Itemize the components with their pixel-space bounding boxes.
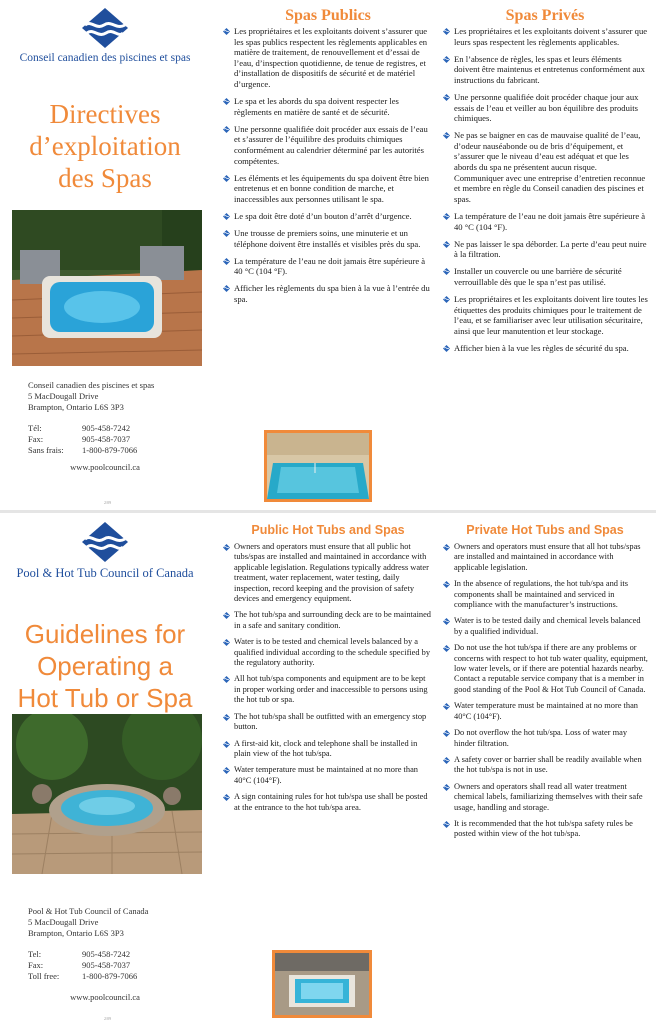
bullet-text: Les propriétaires et les exploitants doivent s’assurer que leurs spas respectent les règlements applicables. xyxy=(454,26,648,47)
print-code: 2/09 xyxy=(104,500,112,505)
bullet-text: Les éléments et les équipements du spa doivent être bien entretenus et en bonne condition de marche, et inaccessibles aux personnes utilisant le spa. xyxy=(234,172,429,204)
bullet-item xyxy=(222,228,434,249)
diamond-bullet-icon xyxy=(443,345,450,352)
diamond-bullet-icon xyxy=(223,98,230,105)
contact-city: Brampton, Ontario L6S 3P3 xyxy=(28,928,124,938)
bullet-item xyxy=(442,266,648,287)
public-spas-column xyxy=(222,0,434,311)
pool-council-logo-icon xyxy=(82,8,128,48)
diamond-bullet-icon xyxy=(223,258,230,265)
column-heading: Spas Publics xyxy=(285,7,371,24)
title-line: Operating a xyxy=(37,651,173,681)
private-spas-column xyxy=(442,0,648,360)
fax-number: 905-458-7037 xyxy=(82,434,131,444)
fax-row: Fax: 905-458-7037 xyxy=(28,434,131,444)
bullet-text: The hot tub/spa and surrounding deck are to be maintained in a safe and sanitary condition. xyxy=(234,610,431,630)
diamond-bullet-icon xyxy=(223,28,230,35)
toll-free-row: Sans frais: 1-800-879-7066 xyxy=(28,445,138,455)
diamond-bullet-icon xyxy=(443,821,450,828)
bullet-text: Le spa doit être doté d’un bouton d’arrêt d’urgence. xyxy=(234,210,412,221)
bullet-text: Water is to be tested and chemical levels balanced by a qualified individual according to the schedule specified by the regulatory authority. xyxy=(234,637,431,668)
organization-name: Pool & Hot Tub Council of Canada xyxy=(16,566,194,580)
column-heading: Spas Privés xyxy=(505,7,585,24)
contact-street: 5 MacDougall Drive xyxy=(28,391,99,401)
bullet-list xyxy=(222,26,434,305)
column-heading: Public Hot Tubs and Spas xyxy=(251,523,405,537)
column-heading: Private Hot Tubs and Spas xyxy=(466,523,624,537)
bullet-item xyxy=(442,755,648,776)
diamond-bullet-icon xyxy=(223,285,230,292)
bullet-text: Les propriétaires et les exploitants doivent s’assurer que les spas publics respectent les règlements applicables en matière de traitement, de renouvellement et d’essai de l’eau, d’inspection quotidienne, de tenue de registres, et d’installation de dispositifs de sécurité et de matériel d’urgence. xyxy=(234,26,428,89)
diamond-bullet-icon xyxy=(443,296,450,303)
diamond-bullet-icon xyxy=(443,94,450,101)
english-section xyxy=(0,514,656,1024)
bullet-item xyxy=(442,294,648,336)
bullet-item xyxy=(442,92,648,124)
title-line: Directives xyxy=(49,99,161,129)
bullet-text: Do not use the hot tub/spa if there are any problems or concerns with respect to hot tub water quality, equipment, low water levels, or if there are potential hazards nearby. Contact a reputable service company that is a member in good standing of the Pool & Hot Tub Council of Canada. xyxy=(454,643,648,694)
diamond-bullet-icon xyxy=(223,612,230,619)
website-link[interactable]: www.poolcouncil.ca xyxy=(70,992,140,1002)
diamond-bullet-icon xyxy=(443,645,450,652)
bullet-item xyxy=(222,765,434,786)
title-line: d’exploitation xyxy=(29,131,181,161)
bullet-text: Owners and operators must ensure that all hot tubs/spas are installed and maintained in accordance with applicable legislation. xyxy=(454,542,641,572)
diamond-bullet-icon xyxy=(443,56,450,63)
bullet-item xyxy=(442,211,648,232)
bullet-text: Do not overflow the hot tub/spa. Loss of water may hinder filtration. xyxy=(454,728,628,748)
bullet-item xyxy=(222,26,434,90)
bullet-item xyxy=(442,542,648,573)
diamond-bullet-icon xyxy=(223,741,230,748)
diamond-bullet-icon xyxy=(443,757,450,764)
french-logo xyxy=(0,8,210,72)
diamond-bullet-icon xyxy=(223,175,230,182)
bullet-text: A first-aid kit, clock and telephone shall be installed in plain view of the hot tub/spa. xyxy=(234,738,418,758)
diamond-bullet-icon xyxy=(443,132,450,139)
bullet-item xyxy=(442,239,648,260)
bullet-text: Une trousse de premiers soins, une minuterie et un téléphone doivent être installés et visibles près du spa. xyxy=(234,228,421,249)
bullet-item xyxy=(442,701,648,722)
bullet-list xyxy=(442,26,648,353)
diamond-bullet-icon xyxy=(443,581,450,588)
diamond-bullet-icon xyxy=(223,126,230,133)
diamond-bullet-icon xyxy=(443,213,450,220)
diamond-bullet-icon xyxy=(443,28,450,35)
bullet-item xyxy=(222,211,434,222)
stone-hot-tub-photo xyxy=(12,714,202,874)
bullet-list xyxy=(222,542,434,813)
bullet-text: A safety cover or barrier shall be readily available when the hot tub/spa is not in use. xyxy=(454,754,642,775)
contact-city: Brampton, Ontario L6S 3P3 xyxy=(28,402,124,412)
bullet-item xyxy=(222,173,434,205)
bullet-text: It is recommended that the hot tub/spa safety rules be posted within view of the hot tub/spa. xyxy=(454,818,633,839)
french-cover-panel xyxy=(0,0,210,510)
contact-org: Conseil canadien des piscines et spas xyxy=(28,380,155,390)
bullet-item xyxy=(222,256,434,277)
diamond-bullet-icon xyxy=(443,703,450,710)
bullet-text: Une personne qualifiée doit procéder chaque jour aux essais de l’eau et veiller au bon équilibre des produits chimiques. xyxy=(454,91,639,124)
toll-free-number: 1-800-879-7066 xyxy=(82,971,138,981)
bullet-item xyxy=(442,728,648,749)
tel-number: 905-458-7242 xyxy=(82,949,131,959)
bullet-item xyxy=(442,782,648,813)
hot-tub-deck-photo xyxy=(12,210,202,366)
bullet-item xyxy=(222,739,434,760)
fax-number: 905-458-7037 xyxy=(82,960,131,970)
bullet-text: Les propriétaires et les exploitants doivent lire toutes les étiquettes des produits chimiques pour le traitement de l’eau, et se familiariser avec leur utilisation sécuritaire, ainsi que leur manutention et leur stockage. xyxy=(454,293,648,336)
bullet-item xyxy=(442,616,648,637)
contact-street: 5 MacDougall Drive xyxy=(28,917,99,927)
french-section xyxy=(0,0,656,510)
bullet-item xyxy=(442,643,648,695)
bullet-text: Ne pas se baigner en cas de mauvaise qualité de l’eau, d’odeur nauséabonde ou de bris d’équipement, et s’assurer que le niveau d’eau est adéquat et que les abords du spa ne présentent aucun risque. Communiquer avec une entreprise d’entretien reconnue et membre en règle du Conseil canadien des piscines et spas. xyxy=(454,130,646,204)
title-line: Hot Tub or Spa xyxy=(17,683,193,713)
diamond-bullet-icon xyxy=(223,230,230,237)
bullet-text: En l’absence de règles, les spas et leurs éléments doivent être maintenus et entretenus conformément aux instructions du fabricant. xyxy=(454,53,645,85)
bullet-item xyxy=(222,542,434,604)
bullet-text: In the absence of regulations, the hot tub/spa and its components shall be maintained and serviced in compliance with the manufacturer’s instructions. xyxy=(454,579,628,610)
bullet-item xyxy=(222,674,434,705)
section-divider xyxy=(0,510,656,513)
print-code: 2/09 xyxy=(104,1016,112,1021)
diamond-bullet-icon xyxy=(223,213,230,220)
diamond-bullet-icon xyxy=(223,714,230,721)
tel-row: Tel: 905-458-7242 xyxy=(28,949,131,959)
private-hot-tubs-column xyxy=(442,514,648,846)
bullet-text: Owners and operators must ensure that all public hot tubs/spas are installed and maintained in accordance with applicable legislation. Regulations typically address water treatment, water replacement, water testing, daily inspection, record keeping and the provision of safety devices and emergency equipment. xyxy=(234,542,429,604)
indoor-spa-photo xyxy=(272,950,372,1018)
bullet-text: A sign containing rules for hot tub/spa use shall be posted at the entrance to the hot tub/spa area. xyxy=(234,792,428,812)
bullet-text: Afficher les règlements du spa bien à la vue à l’entrée du spa. xyxy=(234,283,430,304)
tel-row: Tél: 905-458-7242 xyxy=(28,423,131,433)
diamond-bullet-icon xyxy=(443,784,450,791)
bullet-text: La température de l’eau ne doit jamais être supérieure à 40 °C (104 °F). xyxy=(234,255,426,277)
contact-info xyxy=(28,380,208,456)
title-line: des Spas xyxy=(58,163,152,193)
diamond-bullet-icon xyxy=(223,639,230,646)
bullet-item xyxy=(442,343,648,354)
bullet-item xyxy=(222,283,434,304)
diamond-bullet-icon xyxy=(223,676,230,683)
bullet-item xyxy=(222,792,434,813)
bullet-item xyxy=(442,130,648,204)
bullet-text: Water is to be tested daily and chemical levels balanced by a qualified individual. xyxy=(454,616,641,636)
tel-number: 905-458-7242 xyxy=(82,423,131,433)
diamond-bullet-icon xyxy=(443,241,450,248)
diamond-bullet-icon xyxy=(223,794,230,801)
bullet-text: All hot tub/spa components and equipment are to be kept in proper working order and inaccessible to persons using the hot tub or spa. xyxy=(234,674,428,705)
diamond-bullet-icon xyxy=(443,544,450,551)
toll-free-row: Toll free: 1-800-879-7066 xyxy=(28,971,138,981)
english-logo xyxy=(0,522,210,586)
brochure-title xyxy=(0,98,210,194)
contact-org: Pool & Hot Tub Council of Canada xyxy=(28,906,149,916)
bullet-item xyxy=(222,96,434,117)
bullet-text: Ne pas laisser le spa déborder. La perte d’eau peut nuire à la filtration. xyxy=(454,238,647,260)
english-cover-panel xyxy=(0,514,210,1024)
bullet-item xyxy=(222,610,434,631)
diamond-bullet-icon xyxy=(443,618,450,625)
toll-free-number: 1-800-879-7066 xyxy=(82,445,138,455)
bullet-text: Owners and operators shall read all water treatment chemical labels, familiarizing themselves with their safe usage, handling and storage. xyxy=(454,781,643,812)
bullet-text: Installer un couvercle ou une barrière de sécurité verrouillable dès que le spa n’est pas utilisé. xyxy=(454,266,622,287)
indoor-pool-photo xyxy=(264,430,372,502)
contact-info xyxy=(28,906,208,982)
pool-council-logo-icon xyxy=(82,522,128,562)
website-link[interactable]: www.poolcouncil.ca xyxy=(70,462,140,472)
bullet-list xyxy=(442,542,648,840)
bullet-item xyxy=(222,124,434,166)
diamond-bullet-icon xyxy=(443,730,450,737)
title-line: Guidelines for xyxy=(24,619,186,649)
bullet-text: Water temperature must be maintained at no more than 40°C (104°F). xyxy=(234,765,418,785)
bullet-text: The hot tub/spa shall be outfitted with an emergency stop button. xyxy=(234,711,427,732)
diamond-bullet-icon xyxy=(223,767,230,774)
bullet-item xyxy=(222,637,434,668)
bullet-text: Afficher bien à la vue les règles de sécurité du spa. xyxy=(454,342,629,353)
bullet-text: La température de l’eau ne doit jamais être supérieure à 40 °C (104 °F). xyxy=(454,210,646,232)
brochure-title xyxy=(0,618,210,714)
public-hot-tubs-column xyxy=(222,514,434,819)
bullet-text: Une personne qualifiée doit procéder aux essais de l’eau et s’assurer de l’équilibre des produits chimiques conformément au calendrier déterminé par les autorités compétentes. xyxy=(234,123,428,166)
bullet-item xyxy=(442,26,648,47)
bullet-item xyxy=(442,819,648,840)
bullet-item xyxy=(222,712,434,733)
bullet-text: Le spa et les abords du spa doivent respecter les règlements en matière de santé et de sécurité. xyxy=(234,96,399,117)
diamond-bullet-icon xyxy=(443,268,450,275)
organization-name: Conseil canadien des piscines et spas xyxy=(19,52,191,64)
fax-row: Fax: 905-458-7037 xyxy=(28,960,131,970)
bullet-text: Water temperature must be maintained at no more than 40°C (104°F). xyxy=(454,701,638,721)
bullet-item xyxy=(442,579,648,610)
bullet-item xyxy=(442,54,648,86)
diamond-bullet-icon xyxy=(223,544,230,551)
